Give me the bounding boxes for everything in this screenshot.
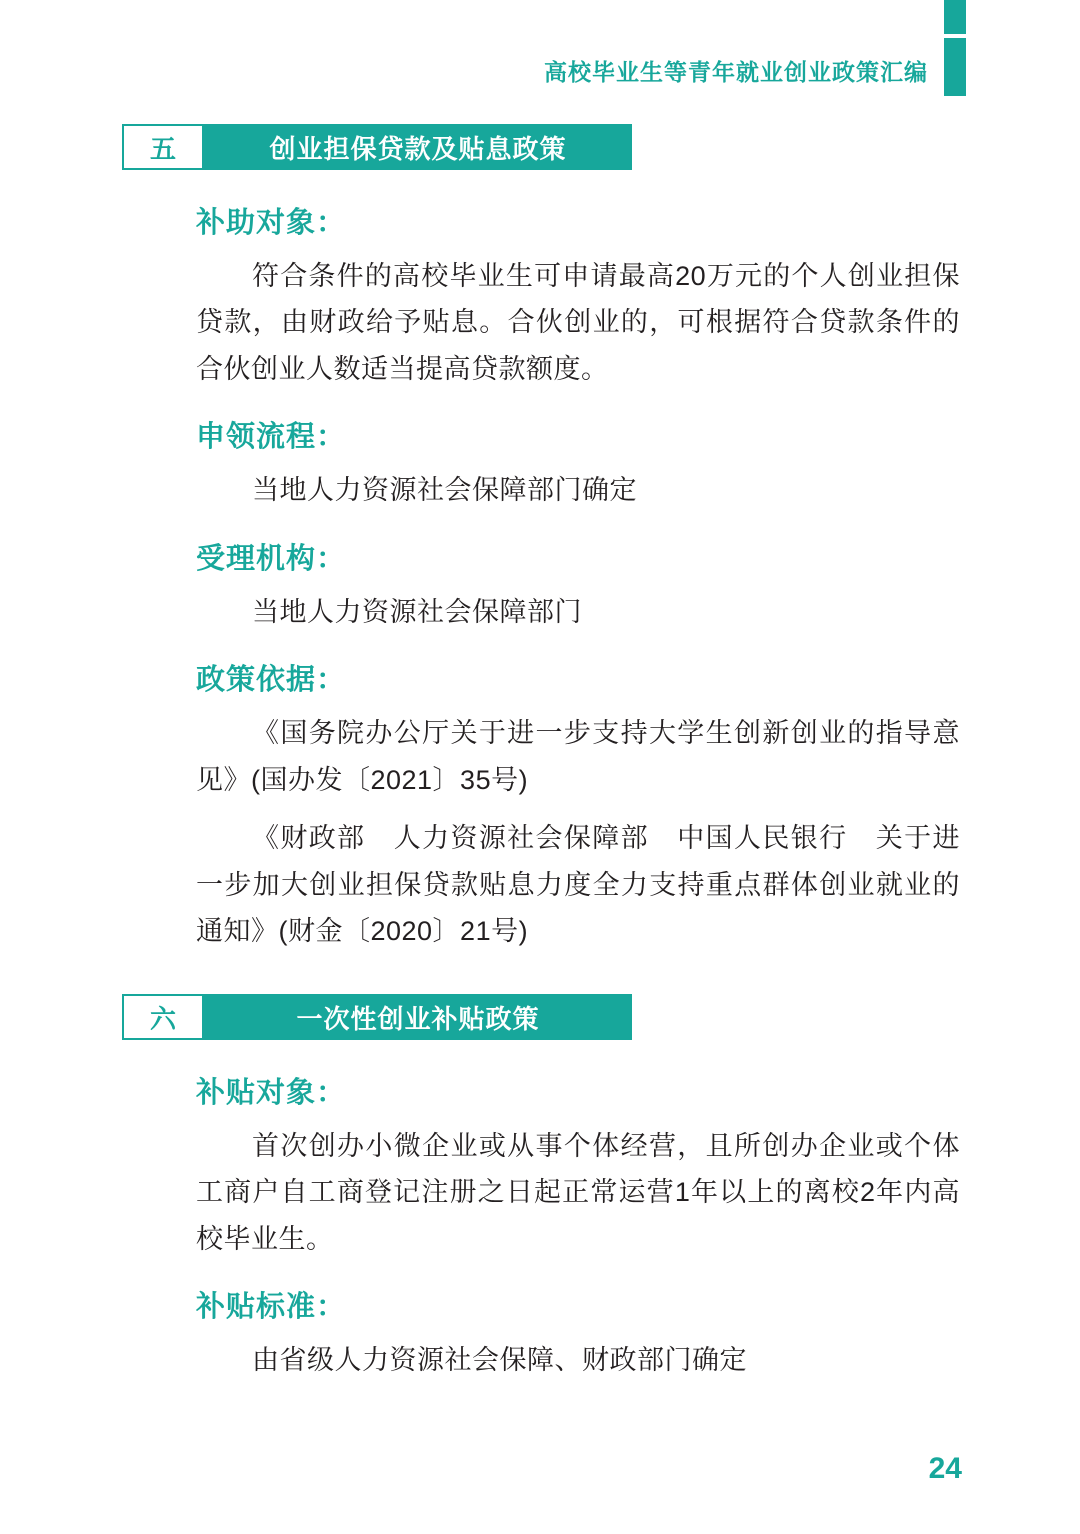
field-label-subsidy-recipient: 补贴对象： (196, 1077, 347, 1109)
section-six (0, 994, 1080, 1384)
section-six-field-standard (196, 1284, 960, 1383)
field-text-policy-basis-1: 《国务院办公厅关于进一步支持大学生创新创业的指导意见》(国办发〔2021〕35号) (196, 718, 960, 795)
header-accent-bar-bottom (944, 38, 966, 96)
page-header (0, 0, 1080, 104)
field-label-application-process: 申领流程： (196, 421, 347, 454)
section-five-heading (122, 124, 632, 170)
section-six-number: 六 (122, 994, 204, 1040)
section-five-field-basis (196, 657, 960, 954)
section-five-number: 五 (122, 124, 204, 170)
field-label-subsidy-target: 补助对象： (196, 207, 347, 239)
section-five-field-process (196, 414, 960, 513)
field-label-policy-basis: 政策依据： (196, 664, 347, 697)
section-five (0, 124, 1080, 954)
field-text-policy-basis-2: 《财政部 人力资源社会保障部 中国人民银行 关于进一步加大创业担保贷款贴息力度全力支持重点群体创业就业的通知》(财金〔2020〕21号) (196, 823, 960, 946)
section-five-field-agency (196, 536, 960, 635)
header-accent-bar-top (944, 0, 966, 34)
field-text-accepting-agency: 当地人力资源社会保障部门 (252, 596, 582, 627)
field-text-subsidy-standard: 由省级人力资源社会保障、财政部门确定 (252, 1345, 747, 1376)
page-number: 24 (928, 1452, 962, 1485)
section-six-title: 一次性创业补贴政策 (204, 994, 632, 1040)
section-five-field-subject (196, 200, 960, 392)
field-text-subsidy-recipient: 首次创办小微企业或从事个体经营，且所创办企业或个体工商户自工商登记注册之日起正常运营1年以上的离校2年内高校毕业生。 (196, 1131, 960, 1254)
section-five-title: 创业担保贷款及贴息政策 (204, 124, 632, 170)
field-label-accepting-agency: 受理机构： (196, 542, 347, 575)
field-text-subsidy-target: 符合条件的高校毕业生可申请最高20万元的个人创业担保贷款，由财政给予贴息。合伙创业的，可根据符合贷款条件的合伙创业人数适当提高贷款额度。 (196, 261, 960, 384)
section-six-field-target (196, 1070, 960, 1262)
field-text-application-process: 当地人力资源社会保障部门确定 (252, 475, 637, 506)
header-title: 高校毕业生等青年就业创业政策汇编 (544, 59, 928, 85)
section-six-heading (122, 994, 632, 1040)
field-label-subsidy-standard: 补贴标准： (196, 1291, 347, 1324)
